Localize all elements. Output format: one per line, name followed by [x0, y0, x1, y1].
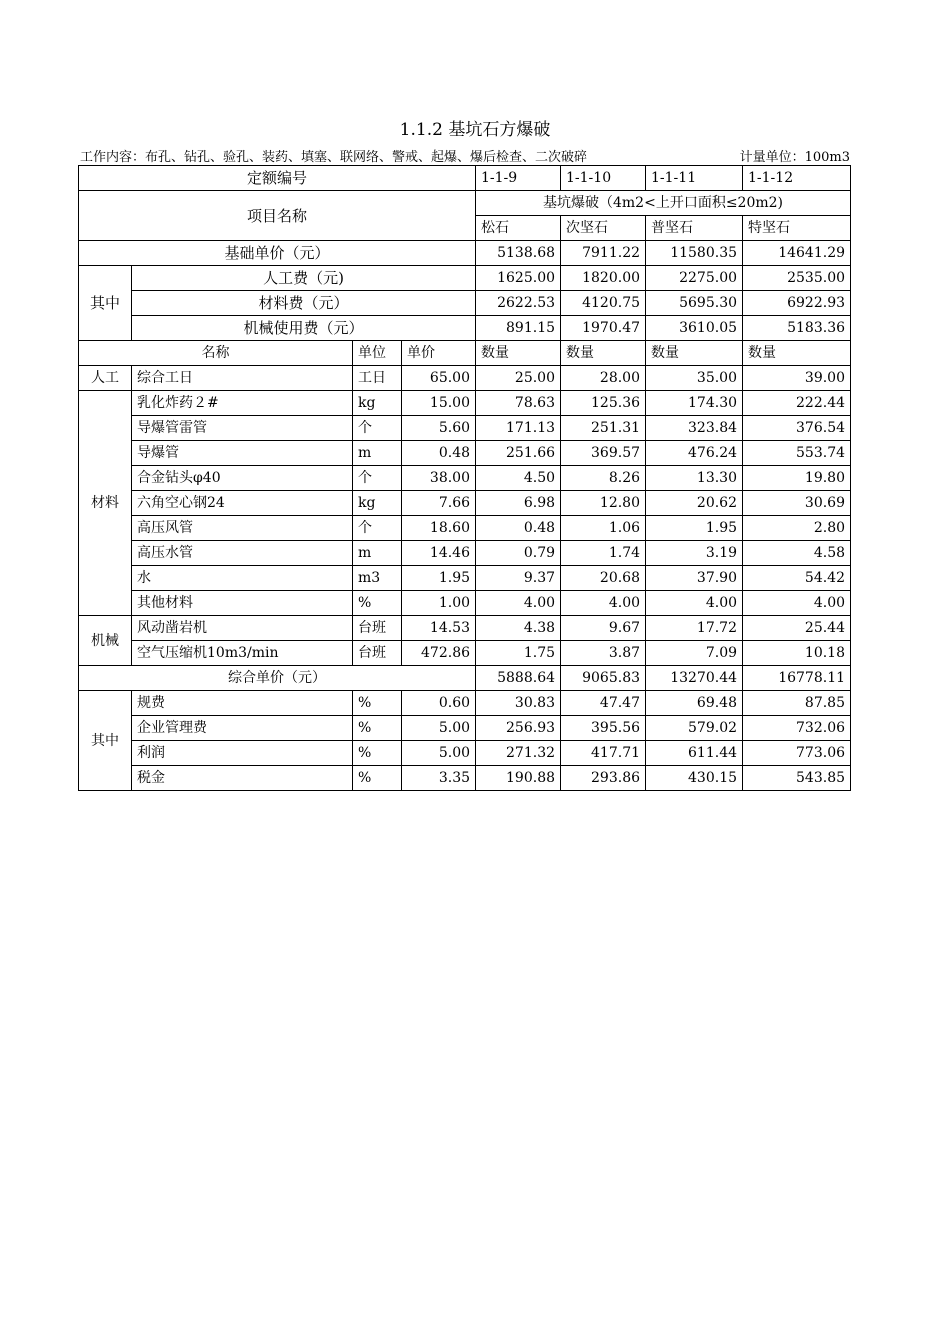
resource-unit-price: 14.46 [402, 541, 476, 566]
resource-quantity: 3.19 [646, 541, 743, 566]
resource-unit-price: 7.66 [402, 491, 476, 516]
material-row [79, 441, 851, 466]
resource-quantity: 9.67 [561, 616, 646, 641]
resource-quantity: 190.88 [476, 766, 561, 791]
resource-unit-price: 0.48 [402, 441, 476, 466]
column-header-price: 单价 [402, 341, 476, 366]
cost-item-label: 材料费（元） [132, 291, 476, 316]
quota-number-cell: 1-1-10 [561, 166, 646, 191]
resource-name: 六角空心钢24 [132, 491, 353, 516]
resource-quantity: 3.87 [561, 641, 646, 666]
resource-quantity: 611.44 [646, 741, 743, 766]
composite-breakdown-row [79, 741, 851, 766]
resource-quantity: 251.31 [561, 416, 646, 441]
resource-name: 企业管理费 [132, 716, 353, 741]
resource-name: 乳化炸药２# [132, 391, 353, 416]
resource-quantity: 293.86 [561, 766, 646, 791]
base-breakdown-row [79, 291, 851, 316]
resource-quantity: 0.79 [476, 541, 561, 566]
resource-quantity: 47.47 [561, 691, 646, 716]
cost-item-value: 6922.93 [743, 291, 851, 316]
resource-unit-price: 1.00 [402, 591, 476, 616]
resource-quantity: 9.37 [476, 566, 561, 591]
resource-unit: 台班 [353, 616, 402, 641]
base-price-label: 基础单价（元） [79, 241, 476, 266]
composite-price-cell: 16778.11 [743, 666, 851, 691]
material-row [79, 416, 851, 441]
resource-quantity: 17.72 [646, 616, 743, 641]
cost-item-value: 1820.00 [561, 266, 646, 291]
resource-unit: 台班 [353, 641, 402, 666]
resource-unit: kg [353, 391, 402, 416]
material-row [79, 391, 851, 416]
resource-quantity: 174.30 [646, 391, 743, 416]
rock-type-cell: 普坚石 [646, 216, 743, 241]
cost-item-label: 人工费（元) [132, 266, 476, 291]
column-header-quantity: 数量 [743, 341, 851, 366]
rock-type-cell: 松石 [476, 216, 561, 241]
resource-quantity: 125.36 [561, 391, 646, 416]
material-row [79, 566, 851, 591]
column-header-row [79, 341, 851, 366]
item-name-value: 基坑爆破（4m2<上开口面积≤20m2) [476, 191, 851, 216]
resource-quantity: 19.80 [743, 466, 851, 491]
machinery-row [79, 616, 851, 641]
resource-quantity: 87.85 [743, 691, 851, 716]
resource-quantity: 78.63 [476, 391, 561, 416]
resource-unit-price: 65.00 [402, 366, 476, 391]
resource-unit-price: 1.95 [402, 566, 476, 591]
resource-unit: 个 [353, 516, 402, 541]
resource-unit: m [353, 441, 402, 466]
material-row [79, 516, 851, 541]
resource-unit-price: 18.60 [402, 516, 476, 541]
quota-number-cell: 1-1-9 [476, 166, 561, 191]
resource-name: 其他材料 [132, 591, 353, 616]
resource-name: 风动凿岩机 [132, 616, 353, 641]
material-row [79, 466, 851, 491]
resource-unit: 个 [353, 416, 402, 441]
resource-unit: % [353, 716, 402, 741]
resource-quantity: 30.83 [476, 691, 561, 716]
resource-unit: 个 [353, 466, 402, 491]
material-row [79, 541, 851, 566]
resource-quantity: 395.56 [561, 716, 646, 741]
resource-unit-price: 38.00 [402, 466, 476, 491]
quota-table [78, 165, 851, 791]
resource-quantity: 7.09 [646, 641, 743, 666]
resource-unit: % [353, 766, 402, 791]
resource-unit: 工日 [353, 366, 402, 391]
resource-quantity: 1.95 [646, 516, 743, 541]
composite-price-cell: 5888.64 [476, 666, 561, 691]
resource-quantity: 732.06 [743, 716, 851, 741]
resource-name: 空气压缩机10m3/min [132, 641, 353, 666]
resource-quantity: 376.54 [743, 416, 851, 441]
base-breakdown-row [79, 316, 851, 341]
subtitle-row [80, 146, 850, 165]
resource-quantity: 1.75 [476, 641, 561, 666]
cost-item-value: 2622.53 [476, 291, 561, 316]
cost-item-value: 891.15 [476, 316, 561, 341]
resource-quantity: 37.90 [646, 566, 743, 591]
quota-number-label: 定额编号 [79, 166, 476, 191]
resource-quantity: 6.98 [476, 491, 561, 516]
resource-quantity: 4.58 [743, 541, 851, 566]
cost-item-label: 机械使用费（元） [132, 316, 476, 341]
resource-quantity: 69.48 [646, 691, 743, 716]
resource-quantity: 476.24 [646, 441, 743, 466]
resource-name: 综合工日 [132, 366, 353, 391]
measure-unit: 计量单位：100m3 [739, 150, 850, 165]
resource-unit: kg [353, 491, 402, 516]
resource-quantity: 369.57 [561, 441, 646, 466]
cost-item-value: 3610.05 [646, 316, 743, 341]
resource-quantity: 4.50 [476, 466, 561, 491]
resource-unit-price: 14.53 [402, 616, 476, 641]
column-header-name: 名称 [79, 341, 353, 366]
page-title: 1.1.2 基坑石方爆破 [399, 120, 551, 140]
resource-name: 高压风管 [132, 516, 353, 541]
cost-item-value: 2535.00 [743, 266, 851, 291]
resource-quantity: 323.84 [646, 416, 743, 441]
rock-type-cell: 特坚石 [743, 216, 851, 241]
composite-price-row [79, 666, 851, 691]
quota-number-row [79, 166, 851, 191]
resource-unit-price: 3.35 [402, 766, 476, 791]
resource-unit-price: 15.00 [402, 391, 476, 416]
column-header-quantity: 数量 [561, 341, 646, 366]
resource-quantity: 28.00 [561, 366, 646, 391]
resource-quantity: 1.74 [561, 541, 646, 566]
resource-name: 导爆管 [132, 441, 353, 466]
base-price-cell: 14641.29 [743, 241, 851, 266]
resource-name: 导爆管雷管 [132, 416, 353, 441]
cost-item-value: 2275.00 [646, 266, 743, 291]
resource-quantity: 4.38 [476, 616, 561, 641]
base-price-cell: 11580.35 [646, 241, 743, 266]
resource-quantity: 579.02 [646, 716, 743, 741]
base-price-row [79, 241, 851, 266]
cost-item-value: 5183.36 [743, 316, 851, 341]
column-header-quantity: 数量 [476, 341, 561, 366]
resource-quantity: 773.06 [743, 741, 851, 766]
resource-name: 税金 [132, 766, 353, 791]
resource-unit: % [353, 591, 402, 616]
resource-quantity: 256.93 [476, 716, 561, 741]
column-header-quantity: 数量 [646, 341, 743, 366]
resource-unit-price: 5.00 [402, 741, 476, 766]
resource-name: 合金钻头φ40 [132, 466, 353, 491]
resource-quantity: 222.44 [743, 391, 851, 416]
resource-quantity: 1.06 [561, 516, 646, 541]
resource-unit-price: 5.00 [402, 716, 476, 741]
quota-number-cell: 1-1-11 [646, 166, 743, 191]
composite-price-label: 综合单价（元） [79, 666, 476, 691]
resource-quantity: 2.80 [743, 516, 851, 541]
resource-quantity: 4.00 [743, 591, 851, 616]
resource-unit: m [353, 541, 402, 566]
cost-item-value: 1970.47 [561, 316, 646, 341]
resource-name: 水 [132, 566, 353, 591]
resource-quantity: 20.62 [646, 491, 743, 516]
resource-quantity: 30.69 [743, 491, 851, 516]
group-label-base-breakdown: 其中 [79, 266, 132, 341]
base-breakdown-row [79, 266, 851, 291]
group-label-composite_breakdown: 其中 [79, 691, 132, 791]
resource-unit: m3 [353, 566, 402, 591]
work-content: 工作内容：布孔、钻孔、验孔、装药、填塞、联网络、警戒、起爆、爆后检查、二次破碎 [80, 150, 588, 165]
cost-item-value: 5695.30 [646, 291, 743, 316]
column-header-unit: 单位 [353, 341, 402, 366]
resource-quantity: 4.00 [646, 591, 743, 616]
resource-quantity: 0.48 [476, 516, 561, 541]
resource-unit-price: 0.60 [402, 691, 476, 716]
resource-unit: % [353, 741, 402, 766]
quota-table-body [79, 166, 851, 791]
resource-quantity: 25.00 [476, 366, 561, 391]
resource-quantity: 543.85 [743, 766, 851, 791]
resource-quantity: 25.44 [743, 616, 851, 641]
resource-unit-price: 5.60 [402, 416, 476, 441]
quota-number-cell: 1-1-12 [743, 166, 851, 191]
resource-quantity: 54.42 [743, 566, 851, 591]
resource-quantity: 39.00 [743, 366, 851, 391]
resource-quantity: 4.00 [476, 591, 561, 616]
composite-price-cell: 13270.44 [646, 666, 743, 691]
composite-breakdown-row [79, 766, 851, 791]
resource-quantity: 35.00 [646, 366, 743, 391]
resource-quantity: 10.18 [743, 641, 851, 666]
composite-breakdown-row [79, 716, 851, 741]
resource-quantity: 12.80 [561, 491, 646, 516]
resource-unit: % [353, 691, 402, 716]
cost-item-value: 1625.00 [476, 266, 561, 291]
group-label-machinery: 机械 [79, 616, 132, 666]
resource-name: 高压水管 [132, 541, 353, 566]
resource-quantity: 20.68 [561, 566, 646, 591]
resource-name: 利润 [132, 741, 353, 766]
resource-quantity: 171.13 [476, 416, 561, 441]
resource-quantity: 8.26 [561, 466, 646, 491]
machinery-row [79, 641, 851, 666]
item-name-label: 项目名称 [79, 191, 476, 241]
resource-unit-price: 472.86 [402, 641, 476, 666]
resource-quantity: 13.30 [646, 466, 743, 491]
resource-quantity: 553.74 [743, 441, 851, 466]
item-name-row [79, 191, 851, 216]
composite-breakdown-row [79, 691, 851, 716]
resource-quantity: 4.00 [561, 591, 646, 616]
rock-type-cell: 次坚石 [561, 216, 646, 241]
resource-quantity: 251.66 [476, 441, 561, 466]
cost-item-value: 4120.75 [561, 291, 646, 316]
composite-price-cell: 9065.83 [561, 666, 646, 691]
material-row [79, 591, 851, 616]
labor-row [79, 366, 851, 391]
resource-quantity: 271.32 [476, 741, 561, 766]
group-label-labor: 人工 [79, 366, 132, 391]
resource-quantity: 430.15 [646, 766, 743, 791]
base-price-cell: 5138.68 [476, 241, 561, 266]
base-price-cell: 7911.22 [561, 241, 646, 266]
group-label-materials: 材料 [79, 391, 132, 616]
resource-quantity: 417.71 [561, 741, 646, 766]
material-row [79, 491, 851, 516]
resource-name: 规费 [132, 691, 353, 716]
